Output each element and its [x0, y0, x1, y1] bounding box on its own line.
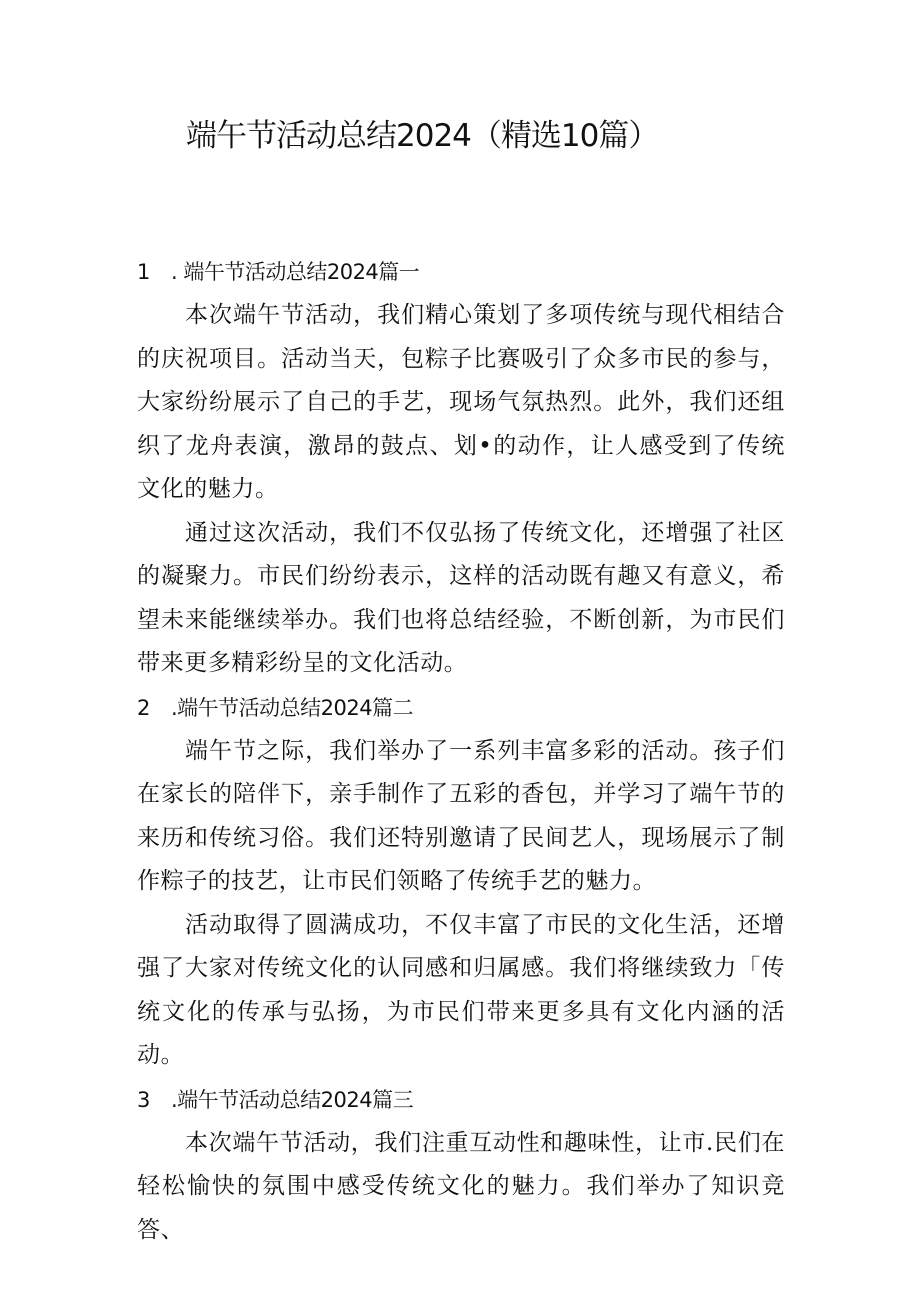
section-title: .端午节活动总结2024篇三 [171, 1087, 414, 1112]
section-number: 2 [137, 695, 150, 720]
section-title: . 端午节活动总结2024篇一 [171, 260, 420, 284]
paragraph: 通过这次活动，我们不仅弘扬了传统文化，还增强了社区的凝聚力。市民们纷纷表示，这样的活动既有趣又有意义，希望未来能继续举办。我们也将总结经验，不断创新，为市民们带来更多精彩纷呈的文化活动。 [137, 519, 785, 676]
paragraph: 本次端午节活动，我们注重互动性和趣味性，让市.民们在轻松愉快的氛围中感受传统文化的魅力。我们举办了知识竞答、 [137, 1129, 785, 1243]
section-1 [137, 250, 785, 686]
section-title: .端午节活动总结2024篇二 [171, 695, 414, 720]
section-number: 1 [137, 260, 150, 284]
section-number: 3 [137, 1087, 150, 1112]
paragraph: 端午节之际，我们举办了一系列丰富多彩的活动。孩子们在家长的陪伴下，亲手制作了五彩的香包，并学习了端午节的来历和传统习俗。我们还特别邀请了民间艺人，现场展示了制作粽子的技艺，让市民们领略了传统手艺的魅力。 [137, 737, 785, 894]
document-title: 端午节活动总结2024（精选10篇） [186, 118, 659, 154]
paragraph: 活动取得了圆满成功，不仅丰富了市民的文化生活，还增强了大家对传统文化的认同感和归属感。我们将继续致力「传统文化的传承与弘扬，为市民们带来更多具有文化内涵的活动。 [137, 911, 785, 1068]
document-body [137, 250, 785, 1252]
section-2 [137, 686, 785, 1078]
section-heading [137, 250, 785, 294]
section-3 [137, 1078, 785, 1253]
section-heading [137, 1078, 785, 1122]
section-heading [137, 686, 785, 730]
paragraph: 本次端午节活动，我们精心策划了多项传统与现代相结合的庆祝项目。活动当天，包粽子比赛吸引了众多市民的参与，大家纷纷展示了自己的手艺，现场气氛热烈。此外，我们还组织了龙舟表演，激昂的鼓点、划•的动作，让人感受到了传统文化的魅力。 [137, 302, 785, 502]
